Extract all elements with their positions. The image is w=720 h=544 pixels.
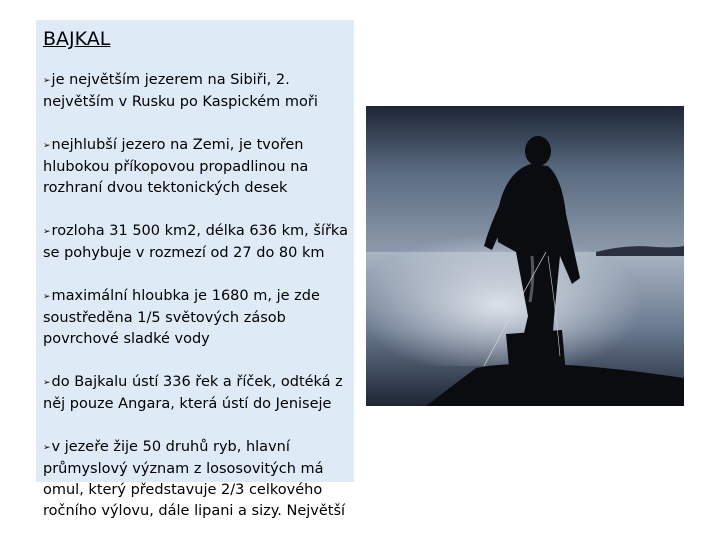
bullet-text: maximální hloubka je 1680 m, je zde soustředěna 1/5 světových zásob povrchové sladké vody	[43, 288, 320, 347]
bullet-text: v jezeře žije 50 druhů ryb, hlavní průmyslový význam z lososovitých má omul, který představuje 2/3 celkového ročního výlovu, dále lipani a sizy. Největší	[43, 439, 346, 519]
bullet-arrow-icon: ➢	[43, 76, 51, 86]
bullet-text: do Bajkalu ústí 336 řek a říček, odtéká z něj pouze Angara, která ústí do Jeniseje	[43, 374, 343, 412]
bullet-arrow-icon: ➢	[43, 292, 51, 302]
bullet-text: je největším jezerem na Sibiři, 2. největším v Rusku po Kaspickém moři	[43, 72, 318, 110]
slide-title: BAJKAL	[43, 28, 111, 50]
bullet-text: rozloha 31 500 km2, délka 636 km, šířka se pohybuje v rozmezí od 27 do 80 km	[43, 223, 348, 261]
bullet-item	[43, 70, 355, 113]
bullet-item	[43, 221, 355, 264]
bullet-item	[43, 286, 355, 350]
slide-text-block	[43, 26, 355, 544]
bullet-text: nejhlubší jezero na Zemi, je tvořen hlubokou příkopovou propadlinou na rozhraní dvou tektonických desek	[43, 137, 309, 196]
fisherman-photo	[366, 106, 684, 406]
bullet-arrow-icon: ➢	[43, 443, 51, 453]
bullet-item	[43, 135, 355, 199]
bullet-arrow-icon: ➢	[43, 378, 51, 388]
bullet-arrow-icon: ➢	[43, 141, 51, 151]
bullet-arrow-icon: ➢	[43, 227, 51, 237]
bullet-item	[43, 372, 355, 415]
bullet-item	[43, 437, 355, 522]
